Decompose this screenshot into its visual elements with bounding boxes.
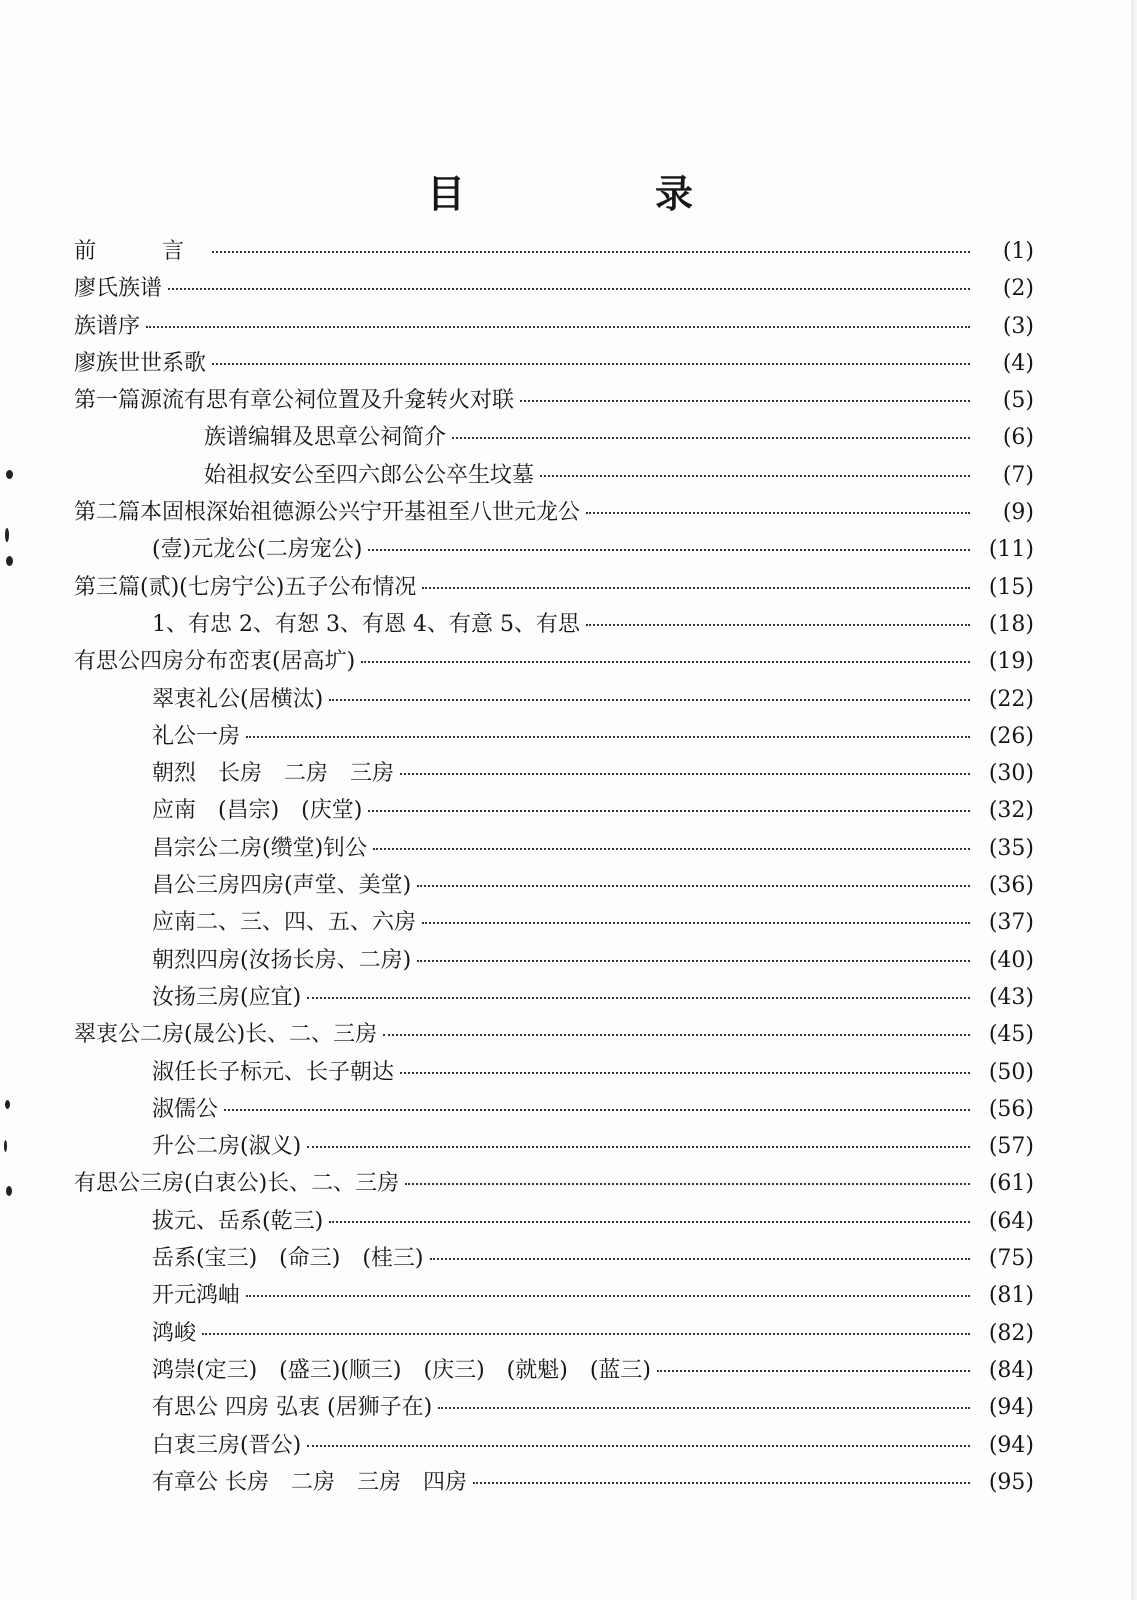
entry-page-number: (22) — [988, 686, 1034, 712]
entry-title: 族谱编辑及思章公祠简介 — [204, 425, 447, 451]
entry-page-number: (5) — [1002, 388, 1034, 414]
entry-title: 淑任长子标元、长子朝达 — [152, 1059, 395, 1085]
entry-title: (壹)元龙公(二房宠公) — [152, 537, 363, 563]
entry-page-number: (95) — [988, 1469, 1034, 1495]
entry-page-number: (7) — [1002, 462, 1034, 488]
entry-page-number: (1) — [1002, 239, 1034, 264]
entry-title: 第三篇(贰)(七房宁公)五子公布情况 — [74, 574, 417, 600]
entry-title: 有章公 长房 二房 三房 四房 — [152, 1469, 467, 1495]
entry-title: 始祖叔安公至四六郎公公卒生坟墓 — [204, 462, 535, 488]
toc-entry — [74, 1428, 1034, 1465]
entry-page-number: (50) — [988, 1059, 1034, 1085]
entry-page-number: (18) — [988, 611, 1034, 637]
toc-entry — [74, 495, 1034, 532]
entry-title: 第二篇本固根深始祖德源公兴宁开基祖至八世元龙公 — [74, 500, 581, 526]
entry-title: 开元鸿岫 — [152, 1283, 241, 1309]
page-title: 目 录 — [426, 172, 769, 217]
entry-title: 有思公四房分布峦衷(居高圹) — [74, 649, 356, 675]
entry-page-number: (94) — [988, 1432, 1034, 1458]
toc-entry — [74, 905, 1034, 942]
entry-title: 族谱序 — [74, 313, 141, 339]
dot-leader — [329, 1221, 970, 1223]
toc-entry — [74, 719, 1034, 756]
entry-title: 有思公 四房 弘衷 (居狮子在) — [152, 1395, 433, 1421]
entry-page-number: (9) — [1002, 500, 1034, 526]
dot-leader — [586, 512, 970, 514]
dot-leader — [586, 624, 970, 626]
entry-title: 朝烈四房(汝扬长房、二房) — [152, 947, 412, 973]
dot-leader — [473, 1482, 970, 1484]
toc-entry — [74, 234, 1034, 271]
toc-entry — [74, 793, 1034, 830]
dot-leader — [540, 475, 970, 477]
entry-title: 淑儒公 — [152, 1096, 219, 1122]
entry-title: 廖族世世系歌 — [74, 350, 207, 376]
toc-entry — [74, 1316, 1034, 1353]
toc-entry — [74, 383, 1034, 420]
entry-title: 鸿峻 — [152, 1320, 197, 1346]
toc-entry — [74, 458, 1034, 495]
dot-leader — [168, 288, 970, 290]
dot-leader — [246, 1295, 970, 1297]
entry-title: 应南二、三、四、五、六房 — [152, 910, 417, 936]
dot-leader — [368, 549, 970, 551]
entry-title: 昌宗公二房(缵堂)钊公 — [152, 835, 368, 861]
entry-page-number: (82) — [988, 1320, 1034, 1346]
entry-title: 廖氏族谱 — [74, 276, 163, 302]
toc-entry — [74, 420, 1034, 457]
dot-leader — [307, 1445, 970, 1447]
dot-leader — [212, 363, 970, 365]
entry-title: 岳系(宝三) (命三) (桂三) — [152, 1246, 424, 1272]
toc-entry — [74, 1129, 1034, 1166]
toc-entry — [74, 1278, 1034, 1315]
toc-entry — [74, 943, 1034, 980]
entry-page-number: (4) — [1002, 350, 1034, 376]
entry-title: 昌公三房四房(声堂、美堂) — [152, 873, 412, 899]
entry-title: 鸿崇(定三) (盛三)(顺三) (庆三) (就魁) (蓝三) — [152, 1357, 651, 1383]
toc-entry — [74, 682, 1034, 719]
dot-leader — [520, 400, 970, 402]
dot-leader — [224, 1109, 970, 1111]
toc-entry — [74, 271, 1034, 308]
entry-page-number: (45) — [988, 1022, 1034, 1048]
entry-title: 汝扬三房(应宜) — [152, 984, 302, 1010]
entry-title: 礼公一房 — [152, 723, 241, 749]
entry-title: 白衷三房(晋公) — [152, 1432, 302, 1458]
dot-leader — [430, 1258, 971, 1260]
toc-entry — [74, 1166, 1034, 1203]
entry-page-number: (64) — [988, 1208, 1034, 1234]
entry-page-number: (26) — [988, 723, 1034, 749]
entry-page-number: (30) — [988, 761, 1034, 787]
toc-entry — [74, 831, 1034, 868]
entry-page-number: (3) — [1002, 313, 1034, 339]
toc-entry — [74, 532, 1034, 569]
entry-title: 朝烈 长房 二房 三房 — [152, 761, 395, 787]
table-of-contents — [74, 234, 1034, 1502]
toc-entry — [74, 644, 1034, 681]
dot-leader — [405, 1183, 970, 1185]
entry-page-number: (94) — [988, 1395, 1034, 1421]
entry-title: 升公二房(淑义) — [152, 1134, 302, 1160]
toc-entry — [74, 1390, 1034, 1427]
toc-entry — [74, 1241, 1034, 1278]
toc-entry — [74, 1092, 1034, 1129]
entry-page-number: (61) — [988, 1171, 1034, 1197]
entry-page-number: (2) — [1002, 276, 1034, 302]
toc-entry — [74, 1055, 1034, 1092]
dot-leader — [307, 997, 970, 999]
toc-entry — [74, 607, 1034, 644]
entry-title: 翠衷礼公(居横汰) — [152, 686, 324, 712]
scan-speck — [6, 556, 13, 566]
entry-page-number: (6) — [1002, 425, 1034, 451]
entry-page-number: (84) — [988, 1357, 1034, 1383]
entry-title: 翠衷公二房(晟公)长、二、三房 — [74, 1022, 378, 1048]
scan-speck — [4, 1140, 7, 1152]
dot-leader — [417, 885, 970, 887]
dot-leader — [246, 736, 970, 738]
page-edge — [1131, 0, 1137, 1600]
toc-entry — [74, 868, 1034, 905]
dot-leader — [368, 810, 970, 812]
scan-speck — [5, 1100, 10, 1109]
toc-entry — [74, 756, 1034, 793]
toc-entry — [74, 1017, 1034, 1054]
dot-leader — [452, 437, 970, 439]
dot-leader — [307, 1146, 970, 1148]
dot-leader — [422, 587, 970, 589]
entry-page-number: (35) — [988, 835, 1034, 861]
entry-page-number: (19) — [988, 649, 1034, 675]
dot-leader — [400, 1072, 970, 1074]
dot-leader — [329, 699, 970, 701]
toc-entry — [74, 346, 1034, 383]
dot-leader — [202, 1333, 970, 1335]
dot-leader — [657, 1370, 970, 1372]
entry-page-number: (75) — [988, 1246, 1034, 1272]
scan-speck — [6, 1186, 12, 1196]
dot-leader — [361, 661, 970, 663]
entry-title: 前 言 — [74, 239, 207, 264]
entry-page-number: (81) — [988, 1283, 1034, 1309]
toc-entry — [74, 1353, 1034, 1390]
entry-page-number: (43) — [988, 984, 1034, 1010]
toc-entry — [74, 980, 1034, 1017]
dot-leader — [212, 251, 970, 253]
entry-page-number: (56) — [988, 1096, 1034, 1122]
entry-page-number: (11) — [988, 537, 1034, 563]
dot-leader — [422, 922, 970, 924]
scan-speck — [6, 470, 13, 479]
entry-page-number: (32) — [988, 798, 1034, 824]
entry-page-number: (40) — [988, 947, 1034, 973]
entry-page-number: (36) — [988, 873, 1034, 899]
entry-title: 1、有忠 2、有恕 3、有恩 4、有意 5、有思 — [152, 611, 580, 637]
dot-leader — [438, 1407, 970, 1409]
dot-leader — [417, 960, 970, 962]
entry-title: 第一篇源流有思有章公祠位置及升龛转火对联 — [74, 388, 515, 414]
toc-entry — [74, 309, 1034, 346]
entry-page-number: (57) — [988, 1134, 1034, 1160]
toc-entry — [74, 570, 1034, 607]
entry-title: 拔元、岳系(乾三) — [152, 1208, 324, 1234]
entry-page-number: (15) — [988, 574, 1034, 600]
dot-leader — [400, 773, 970, 775]
dot-leader — [383, 1034, 970, 1036]
toc-entry — [74, 1465, 1034, 1502]
scan-speck — [5, 528, 9, 542]
toc-entry — [74, 1204, 1034, 1241]
entry-page-number: (37) — [988, 910, 1034, 936]
dot-leader — [146, 326, 970, 328]
dot-leader — [373, 848, 970, 850]
entry-title: 应南 (昌宗) (庆堂) — [152, 798, 363, 824]
entry-title: 有思公三房(白衷公)长、二、三房 — [74, 1171, 400, 1197]
